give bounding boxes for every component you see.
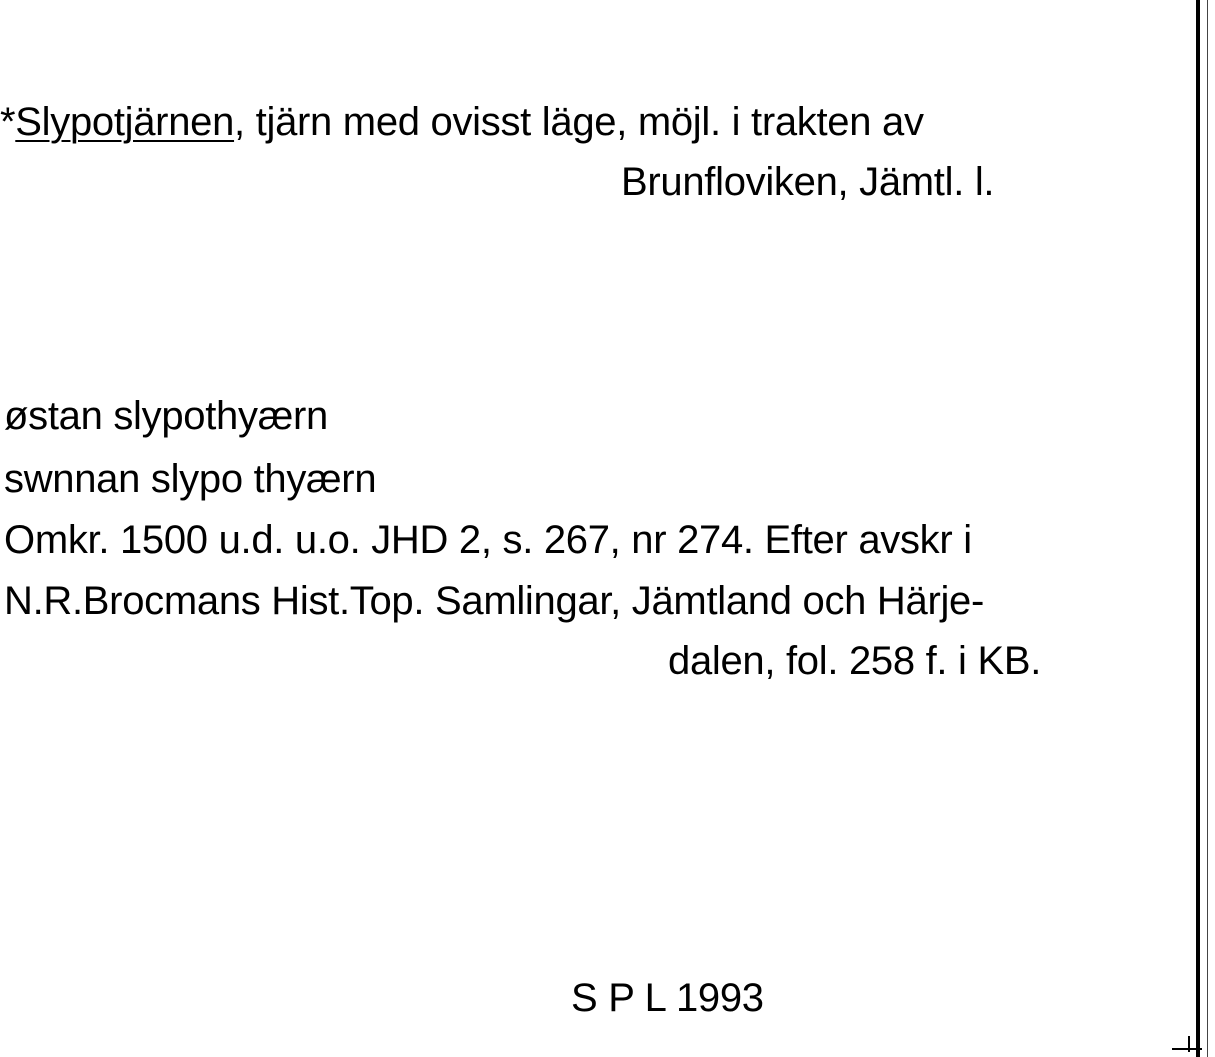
entry-definition-continuation: Brunfloviken, Jämtl. l. [621,160,995,204]
entry-definition: , tjärn med ovisst läge, möjl. i trakten av [234,100,924,144]
entry-heading-line [0,98,924,146]
entry-asterisk: * [0,100,16,144]
corner-tick [1188,1036,1190,1052]
corner-mark [1172,1048,1202,1050]
card-right-border [1196,0,1200,1057]
source-line-3: dalen, fol. 258 f. i KB. [668,639,1042,683]
form-line-1: østan slypothyærn [4,394,328,438]
footer-signature: S P L 1993 [571,976,764,1020]
source-line-1: Omkr. 1500 u.d. u.o. JHD 2, s. 267, nr 274. Efter avskr i [4,518,972,562]
card-edge-shadow [1207,0,1208,1057]
entry-headword: Slypotjärnen [15,100,235,144]
form-line-2: swnnan slypo thyærn [4,457,377,501]
source-line-2: N.R.Brocmans Hist.Top. Samlingar, Jämtland och Härje- [4,579,985,623]
